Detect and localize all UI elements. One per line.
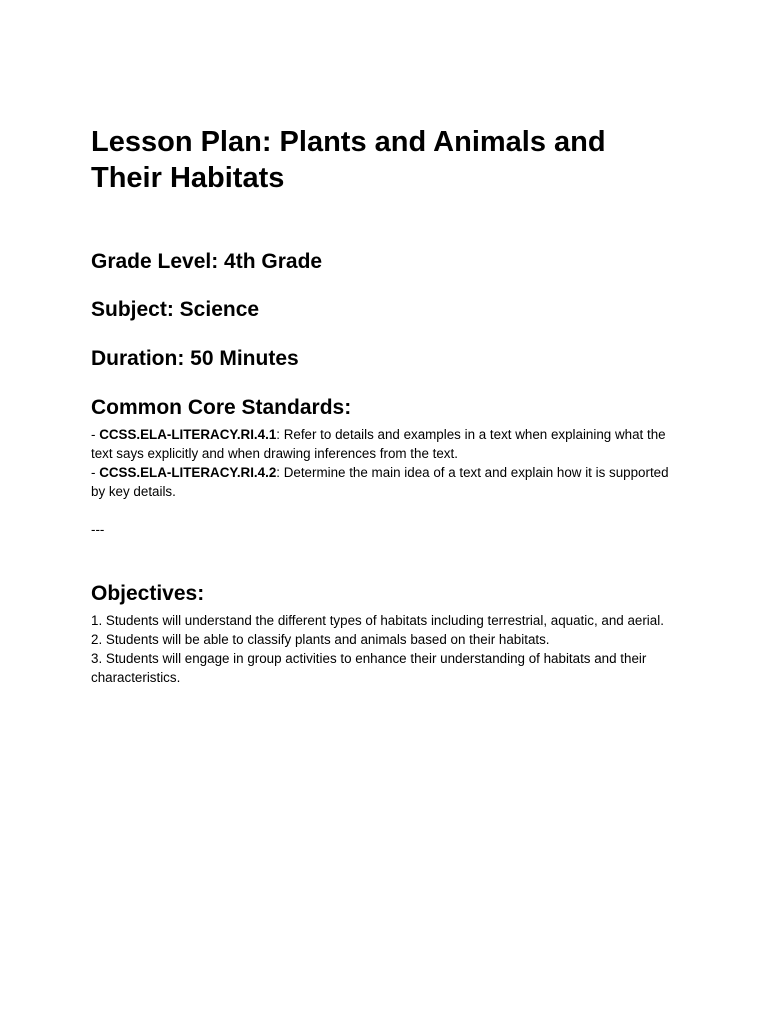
standards-heading: Common Core Standards: — [91, 396, 352, 419]
objective-item: 1. Students will understand the different types of habitats including terrestrial, aquatic, and aerial. — [91, 613, 664, 628]
standard-item — [91, 425, 681, 463]
subject-heading: Subject: Science — [91, 298, 260, 321]
standard-code: CCSS.ELA-LITERACY.RI.4.2 — [99, 465, 277, 480]
standard-item — [91, 463, 681, 501]
document-title: Lesson Plan: Plants and Animals and Their Habitats — [91, 126, 606, 194]
standard-text: : Refer to details and examples in a text when explaining what the text says explicitly and when drawing inferences from the text. — [91, 427, 666, 461]
standard-prefix: - — [91, 427, 100, 442]
objective-item: 3. Students will engage in group activities to enhance their understanding of habitats and their characteristics. — [91, 651, 647, 685]
standards-list — [91, 425, 681, 501]
section-separator: --- — [91, 522, 105, 537]
objective-item: 2. Students will be able to classify plants and animals based on their habitats. — [91, 632, 550, 647]
objectives-heading: Objectives: — [91, 582, 205, 605]
standard-code: CCSS.ELA-LITERACY.RI.4.1 — [99, 427, 277, 442]
duration-heading: Duration: 50 Minutes — [91, 347, 299, 370]
standard-prefix: - — [91, 465, 100, 480]
grade-level-heading: Grade Level: 4th Grade — [91, 250, 323, 273]
standard-text: : Determine the main idea of a text and explain how it is supported by key details. — [91, 465, 669, 499]
document-page — [91, 124, 681, 687]
objectives-list — [91, 611, 681, 687]
